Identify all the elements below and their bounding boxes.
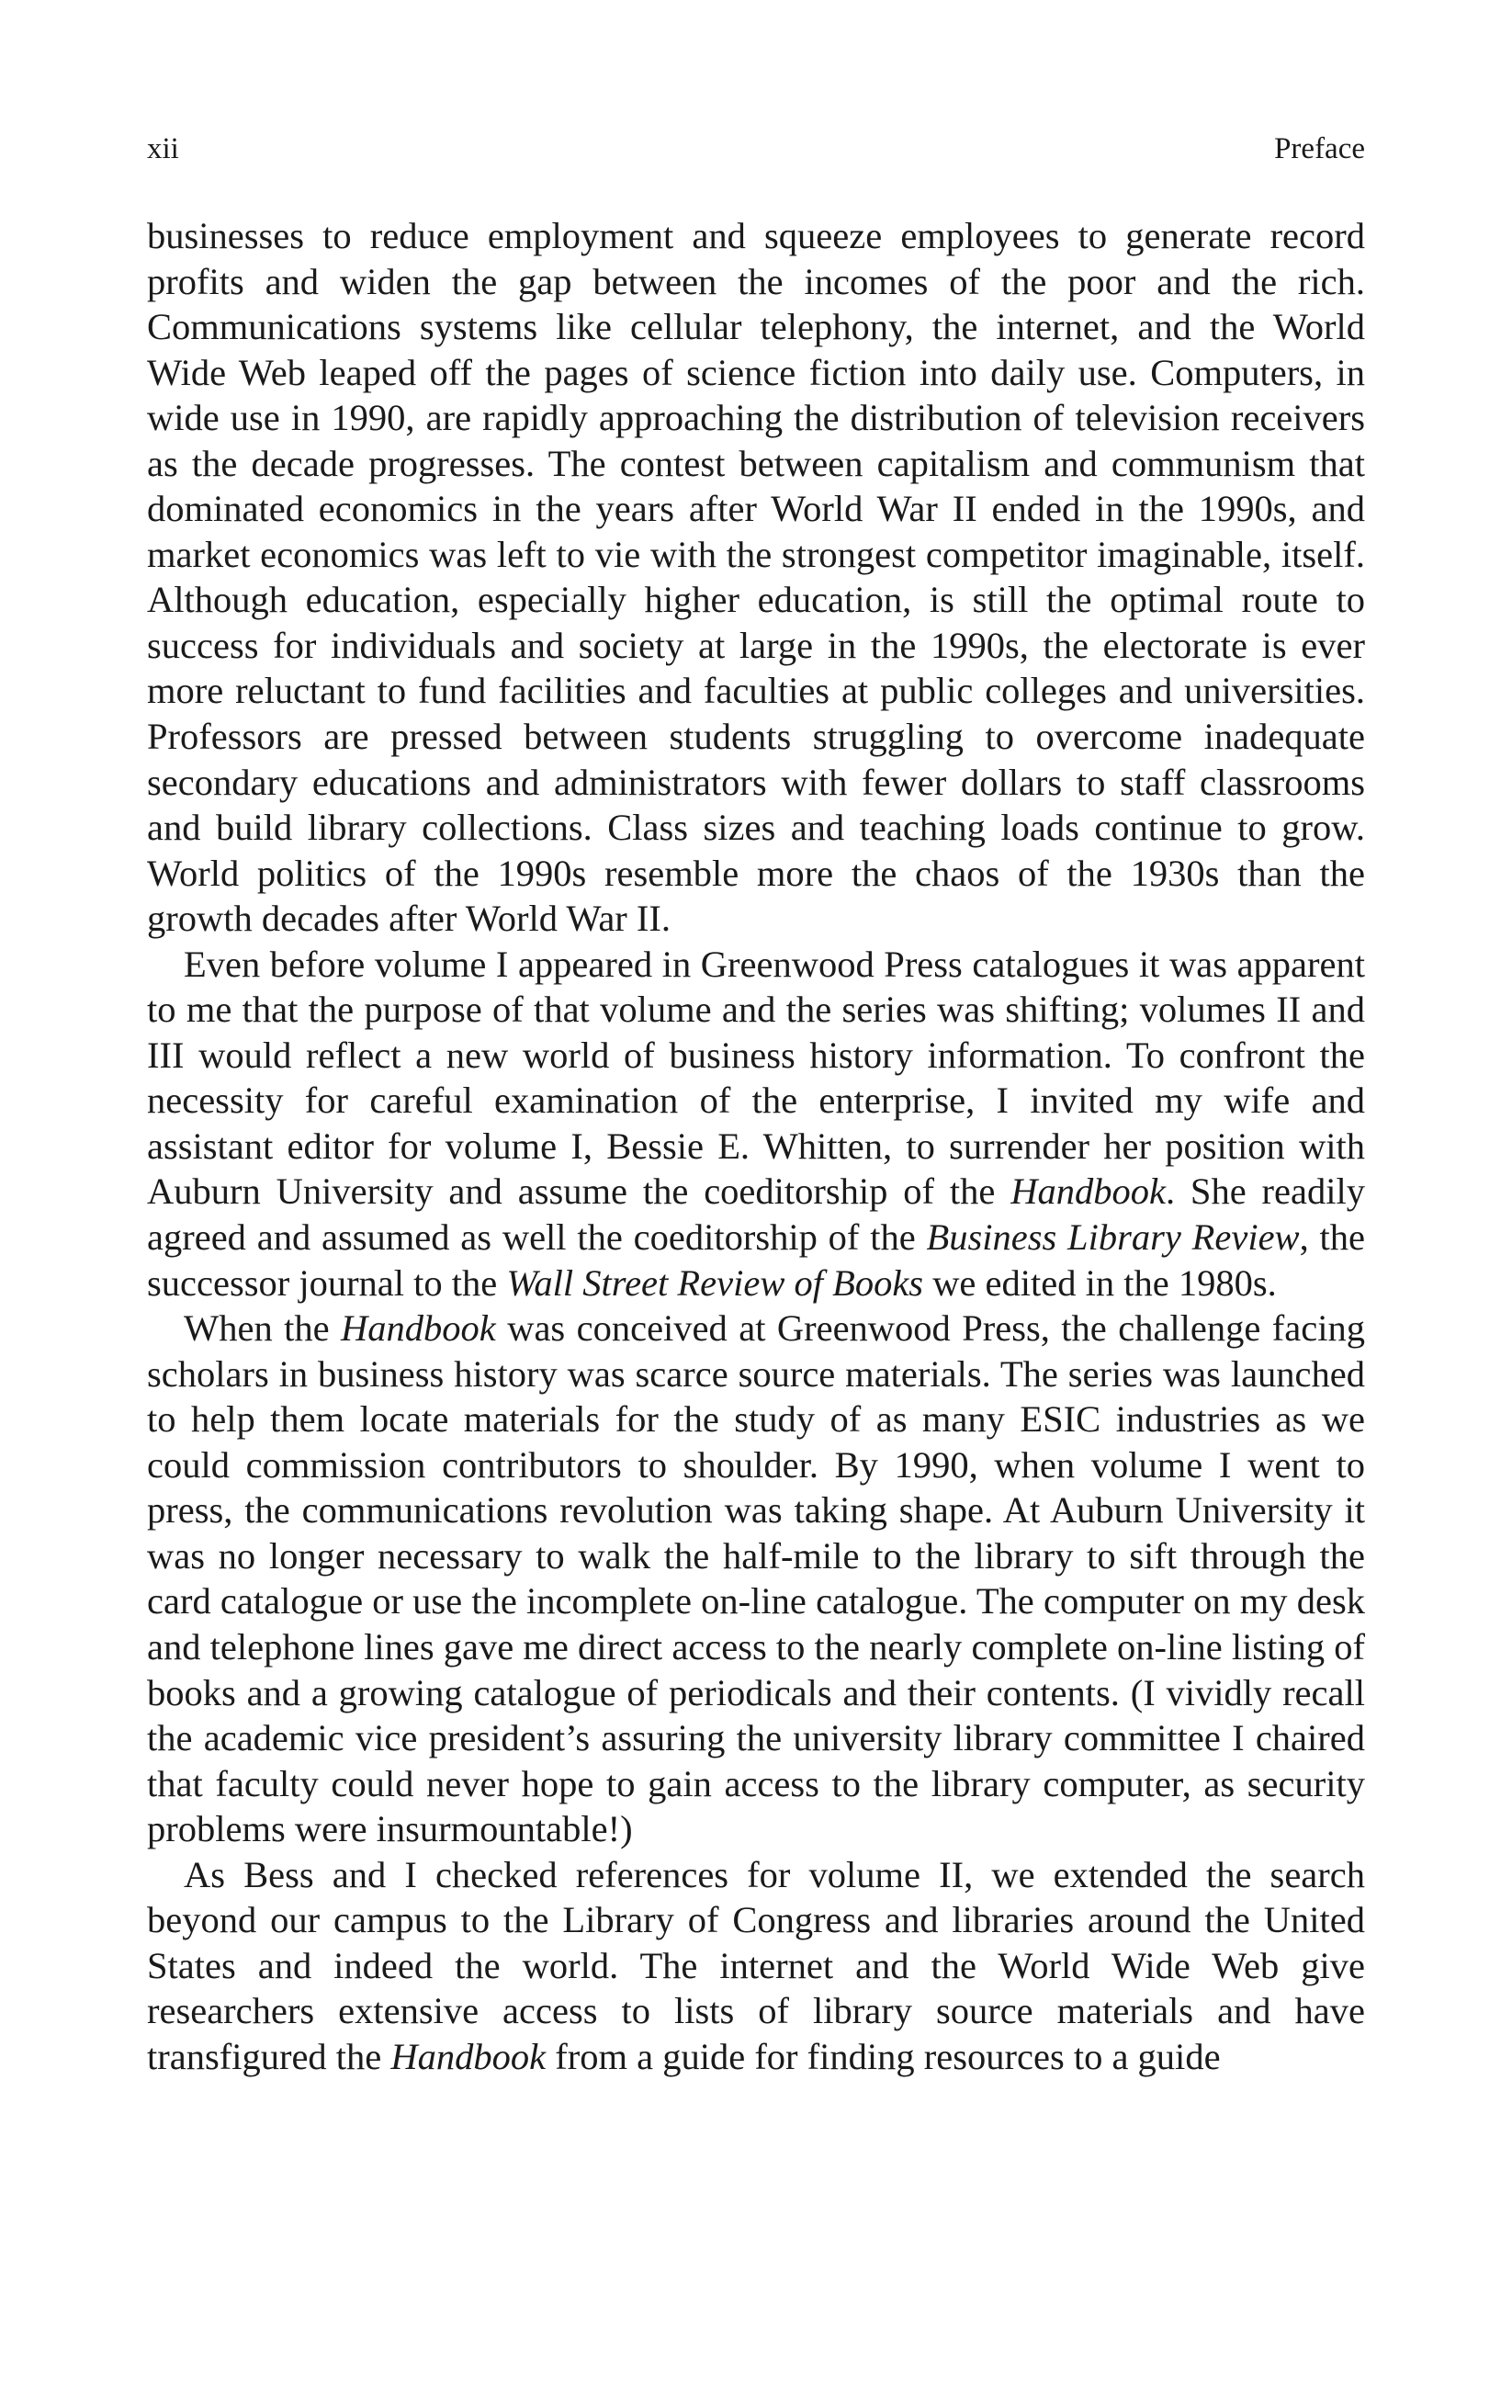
text-run: Even before volume I appeared in Greenwood Press catalogues it was apparent to me that the purpose of that volume and the series was shifting; volumes II and III would reflect a new world of business history information. To confront the necessity for careful examination of the enterprise, I invited my wife and assistant editor for volume I, Bessie E. Whitten, to surrender her position with Auburn University and assume the coeditorship of the [147,943,1365,1213]
body-text [147,213,1365,2079]
paragraph [147,213,1365,942]
text-run: we edited in the 1980s. [923,1261,1277,1304]
italic-title: Handbook [341,1307,496,1350]
italic-title: Handbook [390,2035,547,2077]
text-run: was conceived at Greenwood Press, the challenge facing scholars in business history was scarce source materials. The series was launched to help them locate materials for the study of as many ESIC industries as we could commission contributors to shoulder. By 1990, when volume I went to press, the communications revolution was taking shape. At Auburn University it was no longer necessary to walk the half-mile to the library to sift through the card catalogue or use the incomplete on-line catalogue. The computer on my desk and telephone lines gave me direct access to the nearly complete on-line listing of books and a growing catalogue of periodicals and their contents. (I vividly recall the academic vice president’s assuring the university library committee I chaired that faculty could never hope to gain access to the library computer, as security problems were insurmountable!) [147,1307,1365,1850]
italic-title: Handbook [1010,1170,1166,1213]
text-run: from a guide for finding resources to a guide [546,2035,1221,2077]
italic-title: Wall Street Review of Books [506,1261,924,1304]
paragraph [147,942,1365,1306]
text-run: businesses to reduce employment and squeeze employees to generate record profits and widen the gap between the incomes of the poor and the rich. Communications systems like cellular telephony, the internet, and the World Wide Web leaped off the pages of science fiction into daily use. Computers, in wide use in 1990, are rapidly approaching the distribution of television receivers as the decade progresses. The contest between capitalism and communism that dominated economics in the years after World War II ended in the 1990s, and market economics was left to vie with the strongest competitor imaginable, itself. Although education, especially higher education, is still the optimal route to success for individuals and society at large in the 1990s, the electorate is ever more reluctant to fund facilities and faculties at public colleges and universities. Professors are pressed between students struggling to overcome inadequate secondary educations and administrators with fewer dollars to staff classrooms and build library collections. Class sizes and teaching loads continue to grow. World politics of the 1990s resemble more the chaos of the 1930s than the growth decades after World War II. [147,215,1365,940]
paragraph [147,1852,1365,2080]
text-run: , the successor journal to the [147,1216,1365,1304]
text-run: When the [184,1307,342,1350]
running-head [147,129,1365,169]
page-number: xii [147,132,179,165]
text-run: . She readily agreed and assumed as well the coeditorship of the [147,1170,1365,1259]
text-run: As Bess and I checked references for volume II, we extended the search beyond our campus to the Library of Congress and libraries around the United States and indeed the world. The internet and the World Wide Web give researchers extensive access to lists of library source materials and have transfigured the [147,1853,1365,2077]
running-head-title: Preface [1274,132,1365,165]
paragraph [147,1306,1365,1852]
italic-title: Business Library Review [926,1216,1300,1259]
